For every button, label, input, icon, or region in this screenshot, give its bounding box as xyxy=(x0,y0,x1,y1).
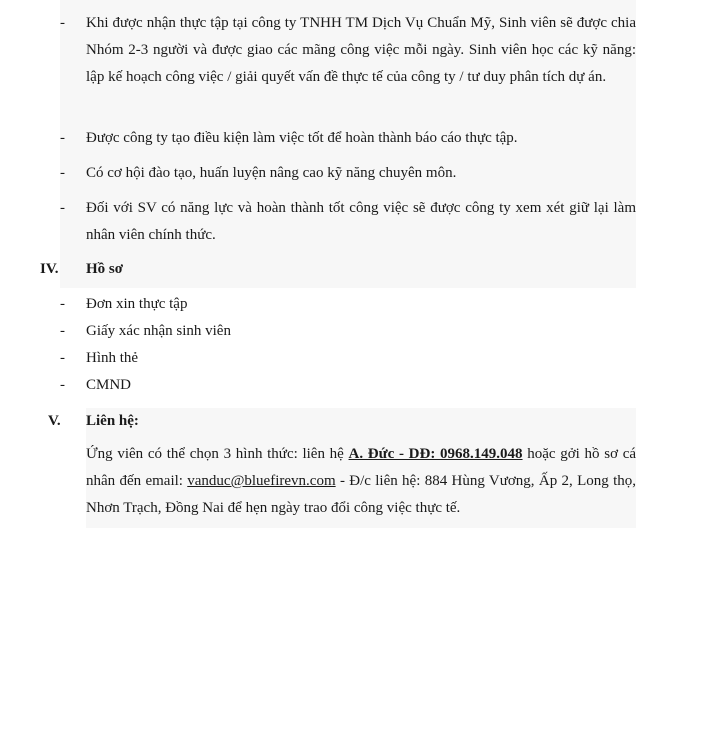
contact-text-2: hoặc gởi hồ sơ cá nhân đến email: xyxy=(86,446,637,489)
dash-bullet: - xyxy=(60,15,65,31)
benefit-text-1: Khi được nhận thực tập tại công ty TNHH TM Dịch Vụ Chuẩn Mỹ, Sinh viên sẽ được chia Nhóm 2-3 người và được giao các mãng công việc mỗi ngày. Sinh viên học các kỹ năng: lập kế hoạch công việc / giải quyết vấn đề thực tế của công ty / tư duy phân tích dự án. xyxy=(86,15,636,85)
doc-item-3: Hình thẻ xyxy=(86,350,139,366)
dash-bullet: - xyxy=(60,350,65,366)
dash-bullet: - xyxy=(60,323,65,339)
section-heading-v xyxy=(0,408,720,435)
dash-bullet: - xyxy=(60,377,65,393)
doc-item-1: Đơn xin thực tập xyxy=(86,296,188,312)
dash-bullet: - xyxy=(60,200,65,216)
doc-item-2: Giấy xác nhận sinh viên xyxy=(86,323,231,339)
contact-text-3: - Đ/c liên hệ: 884 Hùng Vương, Ấp 2, Long thọ, Nhơn Trạch, Đồng Nai để hẹn ngày trao đổi công việc thực tế. xyxy=(86,473,636,516)
dash-bullet: - xyxy=(60,165,65,181)
contact-name-phone: A. Đức - DĐ: 0968.149.048 xyxy=(348,446,523,462)
benefit-text-4: Đối với SV có năng lực và hoàn thành tốt công việc sẽ được công ty xem xét giữ lại làm nhân viên chính thức. xyxy=(86,200,636,243)
section-numeral-iv: IV. xyxy=(40,261,59,277)
benefit-text-3: Có cơ hội đào tạo, huấn luyện nâng cao kỹ năng chuyên môn. xyxy=(86,165,457,181)
section-heading-iv xyxy=(0,256,720,283)
dash-bullet: - xyxy=(60,296,65,312)
contact-paragraph xyxy=(86,441,636,522)
contact-email-link[interactable]: vanduc@bluefirevn.com xyxy=(187,473,336,489)
section-title-v: Liên hệ: xyxy=(86,413,139,429)
contact-text-1: Ứng viên có thể chọn 3 hình thức: liên hệ xyxy=(86,446,349,462)
section-numeral-v: V. xyxy=(48,413,61,429)
dash-bullet: - xyxy=(60,130,65,146)
doc-item-4: CMND xyxy=(86,377,132,393)
section-title-iv: Hồ sơ xyxy=(86,261,124,277)
benefit-text-2: Được công ty tạo điều kiện làm việc tốt để hoàn thành báo cáo thực tập. xyxy=(86,130,518,146)
